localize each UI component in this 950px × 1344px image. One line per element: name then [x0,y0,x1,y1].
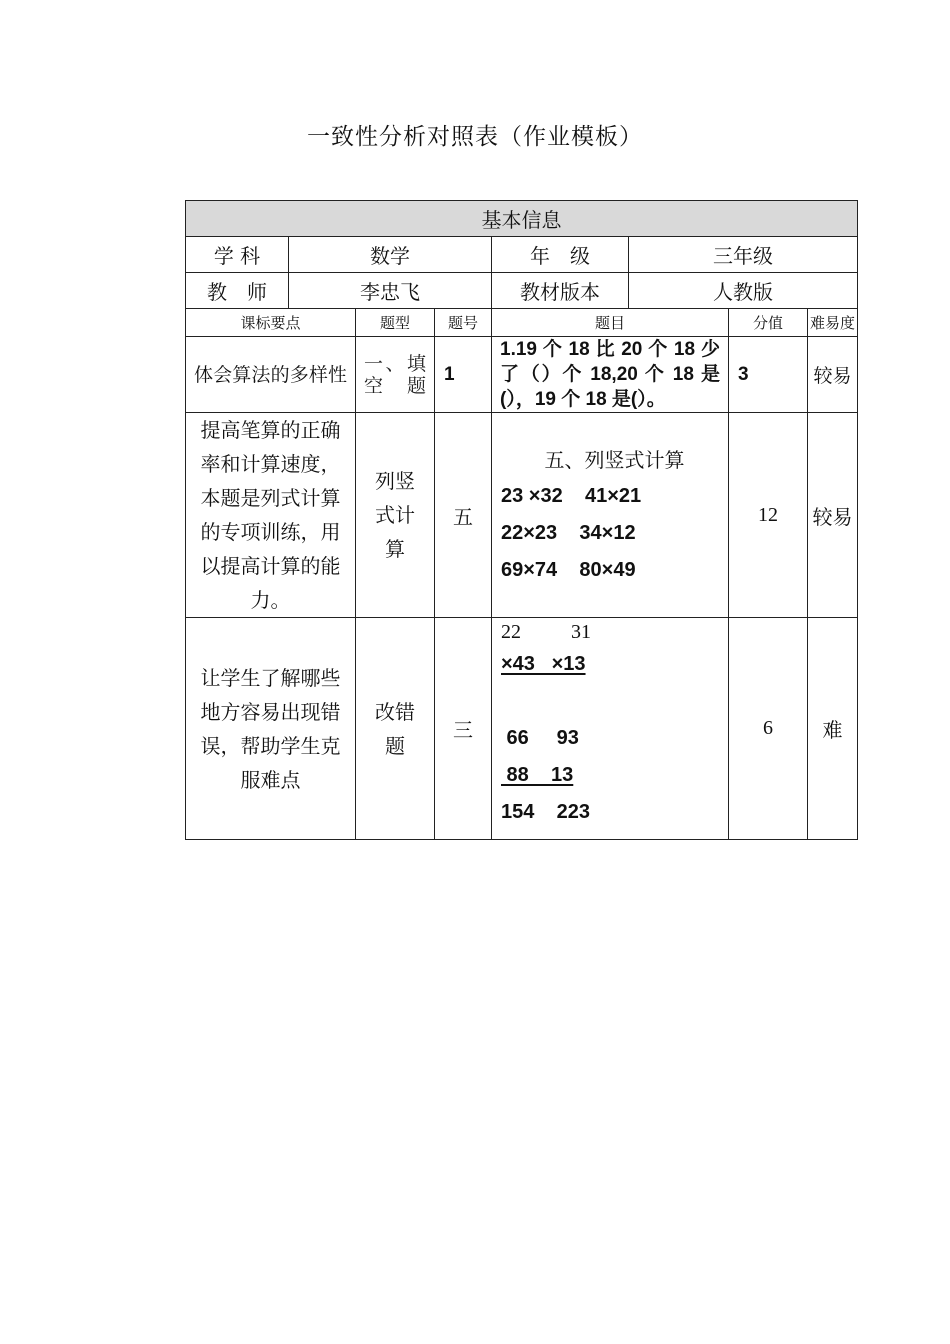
row2-question [492,413,729,618]
row2-number: 五 [435,413,492,618]
row2-point: 提高笔算的正确率和计算速度，本题是列式计算的专项训练，用以提高计算的能力。 [186,413,356,618]
row3-question [492,618,729,840]
table-row [186,337,858,413]
row2-question-line: 23 ×32 41×21 [501,484,642,507]
row3-score: 6 [729,618,808,840]
row3-difficulty: 难 [808,618,858,840]
col-header-point: 课标要点 [186,309,356,337]
edition-value: 人教版 [629,273,858,309]
grade-value: 三年级 [629,237,858,273]
table-row [186,618,858,840]
row3-question-line: 88 13 [501,764,574,786]
col-header-difficulty: 难易度 [808,309,858,337]
row3-point: 让学生了解哪些地方容易出现错误，帮助学生克服难点 [186,618,356,840]
row3-question-line [501,683,728,720]
subject-label: 学 科 [186,237,289,273]
row2-question-line: 69×74 80×49 [501,558,636,581]
row1-type: 一、填空题 [356,337,435,413]
row1-number: 1 [435,337,492,413]
edition-label: 教材版本 [492,273,629,309]
col-header-number: 题号 [435,309,492,337]
teacher-label: 教 师 [186,273,289,309]
row2-score: 12 [729,413,808,618]
col-header-type: 题型 [356,309,435,337]
row1-score: 3 [729,337,808,413]
table-row [186,413,858,618]
analysis-table [185,200,858,840]
col-header-score: 分值 [729,309,808,337]
row3-question-line: ×43 ×13 [501,653,586,675]
grade-label: 年 级 [492,237,629,273]
row1-point: 体会算法的多样性 [186,337,356,413]
row1-difficulty: 较易 [808,337,858,413]
col-header-question: 题目 [492,309,729,337]
subject-value: 数学 [289,237,492,273]
row1-question: 1.19 个 18 比 20 个 18 少了（）个 18,20 个 18 是(），19 个 18 是(）。 [492,337,729,413]
row3-question-line: 154 223 [501,801,590,823]
teacher-value: 李忠飞 [289,273,492,309]
row3-type: 改错题 [356,618,435,840]
row2-question-title: 五、列竖式计算 [544,447,685,472]
row3-question-line: 22 31 [501,621,591,643]
basic-info-header: 基本信息 [186,201,858,237]
row2-question-line: 22×23 34×12 [501,521,636,544]
page-title: 一致性分析对照表（作业模板） [307,124,643,150]
row2-type: 列竖式计算 [356,413,435,618]
row2-difficulty: 较易 [808,413,858,618]
row3-question-line: 66 93 [501,727,579,749]
row3-number: 三 [435,618,492,840]
